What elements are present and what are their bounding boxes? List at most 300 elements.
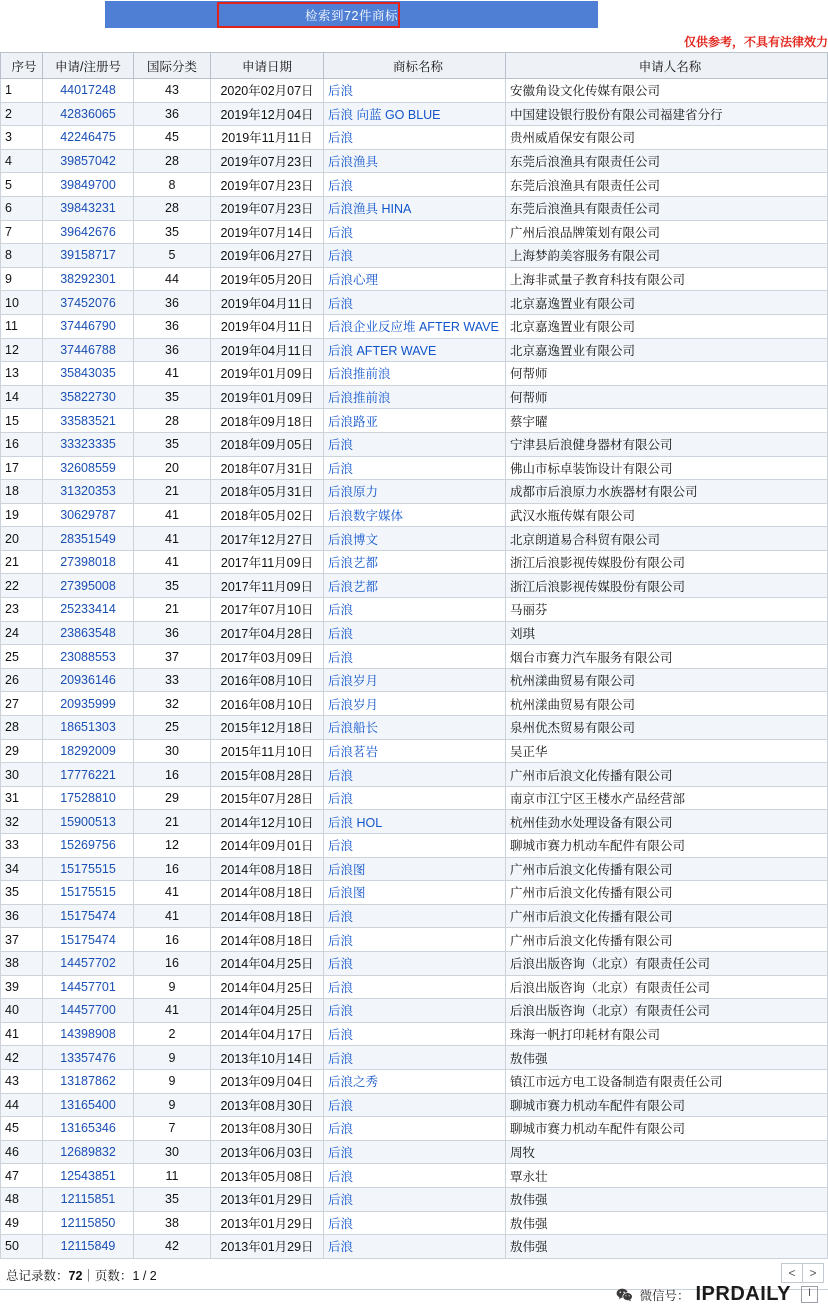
application-number-link[interactable]: 14457702 bbox=[60, 956, 116, 971]
cell-application-number[interactable] bbox=[43, 975, 134, 999]
application-number-link[interactable]: 39857042 bbox=[60, 154, 116, 169]
application-number-link[interactable]: 39843231 bbox=[60, 201, 116, 216]
application-number-link[interactable]: 15175515 bbox=[60, 885, 116, 900]
cell-application-number[interactable] bbox=[43, 173, 134, 197]
cell-applicant-name: 刘琪 bbox=[506, 621, 828, 645]
trademark-name-link[interactable]: 后浪渔具 HINA bbox=[328, 202, 412, 217]
application-number-link[interactable]: 12689832 bbox=[60, 1145, 116, 1160]
application-number-link[interactable]: 42836065 bbox=[60, 106, 116, 121]
table-row bbox=[1, 1022, 828, 1046]
table-row bbox=[1, 173, 828, 197]
cell-trademark-name[interactable] bbox=[324, 881, 506, 905]
application-number-link[interactable]: 25233414 bbox=[60, 602, 116, 617]
cell-application-number[interactable] bbox=[43, 645, 134, 669]
cell-application-number[interactable] bbox=[43, 550, 134, 574]
application-number-link[interactable]: 15269756 bbox=[60, 838, 116, 853]
cell-application-number[interactable] bbox=[43, 456, 134, 480]
cell-application-number[interactable] bbox=[43, 834, 134, 858]
cell-applicant-name: 成都市后浪原力水族器材有限公司 bbox=[506, 480, 828, 504]
application-number-link[interactable]: 33583521 bbox=[60, 413, 116, 428]
cell-trademark-name[interactable] bbox=[324, 598, 506, 622]
application-number-link[interactable]: 17528810 bbox=[60, 791, 116, 806]
cell-application-number[interactable] bbox=[43, 999, 134, 1023]
cell-index: 50 bbox=[1, 1235, 43, 1259]
cell-trademark-name[interactable] bbox=[324, 810, 506, 834]
cell-application-date: 2013年01月29日 bbox=[211, 1187, 324, 1211]
cell-trademark-name[interactable] bbox=[324, 291, 506, 315]
trademark-name-link[interactable]: 后浪 bbox=[328, 1169, 354, 1184]
cell-trademark-name[interactable] bbox=[324, 1187, 506, 1211]
trademark-name-link[interactable]: 后浪 bbox=[328, 957, 354, 972]
watermark-brand: IPRDAILY bbox=[695, 1283, 791, 1305]
trademark-name-link[interactable]: 后浪 bbox=[328, 438, 354, 453]
cell-application-number[interactable] bbox=[43, 739, 134, 763]
application-number-link[interactable]: 15175474 bbox=[60, 909, 116, 924]
cell-index: 4 bbox=[1, 149, 43, 173]
cell-application-number[interactable] bbox=[43, 1022, 134, 1046]
cell-applicant-name: 北京嘉逸置业有限公司 bbox=[506, 338, 828, 362]
trademark-name-link[interactable]: 后浪 bbox=[328, 650, 354, 665]
cell-application-number[interactable] bbox=[43, 1164, 134, 1188]
cell-application-number[interactable] bbox=[43, 1187, 134, 1211]
trademark-name-link[interactable]: 后浪 bbox=[328, 768, 354, 783]
cell-index: 36 bbox=[1, 904, 43, 928]
cell-application-number[interactable] bbox=[43, 338, 134, 362]
cell-index: 17 bbox=[1, 456, 43, 480]
cell-trademark-name[interactable] bbox=[324, 763, 506, 787]
cell-trademark-name[interactable] bbox=[324, 1069, 506, 1093]
cell-international-class: 16 bbox=[134, 928, 211, 952]
application-number-link[interactable]: 18651303 bbox=[60, 720, 116, 735]
table-row bbox=[1, 668, 828, 692]
cell-trademark-name[interactable] bbox=[324, 786, 506, 810]
cell-application-date: 2020年02月07日 bbox=[211, 79, 324, 103]
cell-trademark-name[interactable] bbox=[324, 503, 506, 527]
cell-trademark-name[interactable] bbox=[324, 739, 506, 763]
cell-trademark-name[interactable] bbox=[324, 621, 506, 645]
table-row bbox=[1, 550, 828, 574]
cell-trademark-name[interactable] bbox=[324, 1235, 506, 1259]
application-number-link[interactable]: 12115849 bbox=[60, 1239, 116, 1254]
application-number-link[interactable]: 17776221 bbox=[60, 767, 116, 782]
trademark-name-link[interactable]: 后浪艺都 bbox=[328, 556, 379, 571]
cell-international-class: 11 bbox=[134, 1164, 211, 1188]
trademark-name-link[interactable]: 后浪船长 bbox=[328, 721, 379, 736]
cell-applicant-name: 后浪出版咨询（北京）有限责任公司 bbox=[506, 975, 828, 999]
cell-trademark-name[interactable] bbox=[324, 1022, 506, 1046]
table-row bbox=[1, 196, 828, 220]
trademark-name-link[interactable]: 后浪 bbox=[328, 1193, 354, 1208]
trademark-name-link[interactable]: 后浪 bbox=[328, 626, 354, 641]
cell-application-date: 2014年08月18日 bbox=[211, 857, 324, 881]
cell-international-class: 9 bbox=[134, 1093, 211, 1117]
cell-applicant-name: 广州后浪品牌策划有限公司 bbox=[506, 220, 828, 244]
trademark-name-link[interactable]: 后浪图 bbox=[328, 862, 366, 877]
cell-trademark-name[interactable] bbox=[324, 904, 506, 928]
application-number-link[interactable]: 37446788 bbox=[60, 342, 116, 357]
trademark-name-link[interactable]: 后浪 bbox=[328, 461, 354, 476]
trademark-name-link[interactable]: 后浪之秀 bbox=[328, 1075, 379, 1090]
cell-application-number[interactable] bbox=[43, 480, 134, 504]
application-number-link[interactable]: 14457700 bbox=[60, 1003, 116, 1018]
trademark-name-link[interactable]: 后浪 bbox=[328, 792, 354, 807]
table-row bbox=[1, 1235, 828, 1259]
cell-trademark-name[interactable] bbox=[324, 196, 506, 220]
cell-trademark-name[interactable] bbox=[324, 220, 506, 244]
cell-application-number[interactable] bbox=[43, 763, 134, 787]
cell-trademark-name[interactable] bbox=[324, 527, 506, 551]
cell-trademark-name[interactable] bbox=[324, 480, 506, 504]
trademark-name-link[interactable]: 后浪 bbox=[328, 131, 354, 146]
cell-trademark-name[interactable] bbox=[324, 409, 506, 433]
trademark-name-link[interactable]: 后浪渔具 bbox=[328, 155, 379, 170]
application-number-link[interactable]: 27395008 bbox=[60, 578, 116, 593]
cell-application-number[interactable] bbox=[43, 385, 134, 409]
cell-application-date: 2018年09月18日 bbox=[211, 409, 324, 433]
cell-applicant-name: 南京市江宁区王楼水产品经营部 bbox=[506, 786, 828, 810]
application-number-link[interactable]: 15900513 bbox=[60, 814, 116, 829]
cell-application-date: 2017年11月09日 bbox=[211, 574, 324, 598]
cell-application-number[interactable] bbox=[43, 810, 134, 834]
cell-application-number[interactable] bbox=[43, 1235, 134, 1259]
cell-trademark-name[interactable] bbox=[324, 244, 506, 268]
cell-trademark-name[interactable] bbox=[324, 338, 506, 362]
table-row bbox=[1, 362, 828, 386]
cell-application-date: 2017年12月27日 bbox=[211, 527, 324, 551]
cell-international-class: 2 bbox=[134, 1022, 211, 1046]
application-number-link[interactable]: 28351549 bbox=[60, 531, 116, 546]
cell-application-number[interactable] bbox=[43, 951, 134, 975]
cell-application-number[interactable] bbox=[43, 1046, 134, 1070]
trademark-name-link[interactable]: 后浪企业反应堆 AFTER WAVE bbox=[328, 320, 499, 335]
cell-trademark-name[interactable] bbox=[324, 1211, 506, 1235]
table-row bbox=[1, 1187, 828, 1211]
cell-application-number[interactable] bbox=[43, 503, 134, 527]
trademark-name-link[interactable]: 后浪 bbox=[328, 980, 354, 995]
cell-application-number[interactable] bbox=[43, 1093, 134, 1117]
cell-trademark-name[interactable] bbox=[324, 951, 506, 975]
cell-applicant-name: 浙江后浪影视传媒股份有限公司 bbox=[506, 574, 828, 598]
cell-application-date: 2019年04月11日 bbox=[211, 338, 324, 362]
application-number-link[interactable]: 13165346 bbox=[60, 1121, 116, 1136]
trademark-name-link[interactable]: 后浪 bbox=[328, 910, 354, 925]
trademark-name-link[interactable]: 后浪推前浪 bbox=[328, 391, 391, 406]
cell-application-number[interactable] bbox=[43, 928, 134, 952]
cell-trademark-name[interactable] bbox=[324, 834, 506, 858]
trademark-name-link[interactable]: 后浪茗岩 bbox=[328, 744, 379, 759]
application-number-link[interactable]: 33323335 bbox=[60, 437, 116, 452]
prev-page-button[interactable]: < bbox=[781, 1263, 803, 1283]
cell-trademark-name[interactable] bbox=[324, 362, 506, 386]
cell-applicant-name: 聊城市赛力机动车配件有限公司 bbox=[506, 834, 828, 858]
cell-application-number[interactable] bbox=[43, 881, 134, 905]
cell-trademark-name[interactable] bbox=[324, 149, 506, 173]
application-number-link[interactable]: 42246475 bbox=[60, 130, 116, 145]
cell-applicant-name: 聊城市赛力机动车配件有限公司 bbox=[506, 1093, 828, 1117]
cell-application-date: 2015年11月10日 bbox=[211, 739, 324, 763]
cell-international-class: 35 bbox=[134, 220, 211, 244]
cell-international-class: 9 bbox=[134, 1046, 211, 1070]
cell-application-date: 2015年07月28日 bbox=[211, 786, 324, 810]
trademark-name-link[interactable]: 后浪 bbox=[328, 1122, 354, 1137]
table-row bbox=[1, 951, 828, 975]
total-label: 总记录数： bbox=[6, 1268, 69, 1283]
application-number-link[interactable]: 27398018 bbox=[60, 555, 116, 570]
table-row bbox=[1, 1046, 828, 1070]
cell-trademark-name[interactable] bbox=[324, 1117, 506, 1141]
cell-applicant-name: 武汉水瓶传媒有限公司 bbox=[506, 503, 828, 527]
trademark-name-link[interactable]: 后浪 HOL bbox=[328, 815, 383, 830]
table-row bbox=[1, 763, 828, 787]
cell-application-number[interactable] bbox=[43, 621, 134, 645]
cell-application-number[interactable] bbox=[43, 220, 134, 244]
cell-trademark-name[interactable] bbox=[324, 126, 506, 150]
cell-trademark-name[interactable] bbox=[324, 692, 506, 716]
cell-application-number[interactable] bbox=[43, 904, 134, 928]
cell-trademark-name[interactable] bbox=[324, 1046, 506, 1070]
application-number-link[interactable]: 14398908 bbox=[60, 1027, 116, 1042]
next-page-button[interactable]: > bbox=[802, 1263, 824, 1283]
cell-applicant-name: 中国建设银行股份有限公司福建省分行 bbox=[506, 102, 828, 126]
application-number-link[interactable]: 32608559 bbox=[60, 460, 116, 475]
trademark-name-link[interactable]: 后浪原力 bbox=[328, 485, 379, 500]
application-number-link[interactable]: 37452076 bbox=[60, 295, 116, 310]
application-number-link[interactable]: 37446790 bbox=[60, 319, 116, 334]
cell-international-class: 35 bbox=[134, 574, 211, 598]
cell-trademark-name[interactable] bbox=[324, 79, 506, 103]
cell-trademark-name[interactable] bbox=[324, 716, 506, 740]
cell-application-number[interactable] bbox=[43, 244, 134, 268]
trademark-name-link[interactable]: 后浪 bbox=[328, 225, 354, 240]
application-number-link[interactable]: 12115851 bbox=[60, 1192, 116, 1207]
trademark-name-link[interactable]: 后浪 bbox=[328, 933, 354, 948]
trademark-name-link[interactable]: 后浪 bbox=[328, 1028, 354, 1043]
cell-trademark-name[interactable] bbox=[324, 857, 506, 881]
trademark-name-link[interactable]: 后浪 bbox=[328, 296, 354, 311]
table-row bbox=[1, 102, 828, 126]
application-number-link[interactable]: 31320353 bbox=[60, 484, 116, 499]
cell-application-number[interactable] bbox=[43, 716, 134, 740]
pagination[interactable] bbox=[782, 1263, 824, 1283]
trademark-name-link[interactable]: 后浪 bbox=[328, 1051, 354, 1066]
cell-application-number[interactable] bbox=[43, 598, 134, 622]
cell-trademark-name[interactable] bbox=[324, 102, 506, 126]
application-number-link[interactable]: 30629787 bbox=[60, 507, 116, 522]
cell-trademark-name[interactable] bbox=[324, 385, 506, 409]
cell-application-number[interactable] bbox=[43, 362, 134, 386]
trademark-name-link[interactable]: 后浪 bbox=[328, 603, 354, 618]
banner-left-spacer bbox=[0, 0, 105, 30]
application-number-link[interactable]: 15175474 bbox=[60, 932, 116, 947]
total-value: 72 bbox=[68, 1268, 83, 1283]
cell-index: 41 bbox=[1, 1022, 43, 1046]
cell-trademark-name[interactable] bbox=[324, 173, 506, 197]
cell-trademark-name[interactable] bbox=[324, 1164, 506, 1188]
table-row bbox=[1, 645, 828, 669]
cell-application-number[interactable] bbox=[43, 1211, 134, 1235]
trademark-name-link[interactable]: 后浪博文 bbox=[328, 532, 379, 547]
trademark-name-link[interactable]: 后浪 bbox=[328, 1240, 354, 1255]
cell-applicant-name: 镇江市远方电工设备制造有限责任公司 bbox=[506, 1069, 828, 1093]
cell-index: 13 bbox=[1, 362, 43, 386]
trademark-name-link[interactable]: 后浪 bbox=[328, 1216, 354, 1231]
cell-trademark-name[interactable] bbox=[324, 432, 506, 456]
cell-trademark-name[interactable] bbox=[324, 1140, 506, 1164]
cell-trademark-name[interactable] bbox=[324, 928, 506, 952]
cell-application-number[interactable] bbox=[43, 1117, 134, 1141]
cell-application-date: 2019年01月09日 bbox=[211, 362, 324, 386]
application-number-link[interactable]: 15175515 bbox=[60, 861, 116, 876]
cell-application-number[interactable] bbox=[43, 1069, 134, 1093]
cell-application-number[interactable] bbox=[43, 314, 134, 338]
application-number-link[interactable]: 20935999 bbox=[60, 696, 116, 711]
header-application-number: 申请/注册号 bbox=[43, 53, 134, 79]
trademark-name-link[interactable]: 后浪数字媒体 bbox=[328, 508, 404, 523]
trademark-name-link[interactable]: 后浪 向蓝 GO BLUE bbox=[328, 107, 441, 122]
cell-international-class: 43 bbox=[134, 79, 211, 103]
cell-application-date: 2019年01月09日 bbox=[211, 385, 324, 409]
watermark-box: I bbox=[801, 1286, 818, 1303]
trademark-name-link[interactable]: 后浪艺都 bbox=[328, 579, 379, 594]
cell-index: 25 bbox=[1, 645, 43, 669]
application-number-link[interactable]: 12543851 bbox=[60, 1168, 116, 1183]
cell-international-class: 33 bbox=[134, 668, 211, 692]
trademark-name-link[interactable]: 后浪岁月 bbox=[328, 697, 379, 712]
application-number-link[interactable]: 38292301 bbox=[60, 272, 116, 287]
trademark-name-link[interactable]: 后浪 AFTER WAVE bbox=[328, 343, 437, 358]
application-number-link[interactable]: 35822730 bbox=[60, 390, 116, 405]
cell-application-date: 2017年04月28日 bbox=[211, 621, 324, 645]
cell-applicant-name: 上海梦韵美容服务有限公司 bbox=[506, 244, 828, 268]
cell-trademark-name[interactable] bbox=[324, 314, 506, 338]
table-row bbox=[1, 244, 828, 268]
cell-trademark-name[interactable] bbox=[324, 550, 506, 574]
cell-applicant-name: 北京朗道易合科贸有限公司 bbox=[506, 527, 828, 551]
table-row bbox=[1, 574, 828, 598]
application-number-link[interactable]: 39849700 bbox=[60, 177, 116, 192]
cell-trademark-name[interactable] bbox=[324, 668, 506, 692]
application-number-link[interactable]: 23863548 bbox=[60, 625, 116, 640]
cell-trademark-name[interactable] bbox=[324, 267, 506, 291]
trademark-name-link[interactable]: 后浪 bbox=[328, 249, 354, 264]
application-number-link[interactable]: 12115850 bbox=[60, 1215, 116, 1230]
cell-applicant-name: 何帮师 bbox=[506, 362, 828, 386]
cell-application-number[interactable] bbox=[43, 409, 134, 433]
cell-application-number[interactable] bbox=[43, 126, 134, 150]
cell-applicant-name: 东莞后浪渔具有限责任公司 bbox=[506, 149, 828, 173]
application-number-link[interactable]: 13357476 bbox=[60, 1050, 116, 1065]
cell-application-number[interactable] bbox=[43, 432, 134, 456]
cell-application-number[interactable] bbox=[43, 291, 134, 315]
application-number-link[interactable]: 13165400 bbox=[60, 1097, 116, 1112]
cell-applicant-name: 敖伟强 bbox=[506, 1187, 828, 1211]
cell-trademark-name[interactable] bbox=[324, 1093, 506, 1117]
cell-index: 39 bbox=[1, 975, 43, 999]
cell-trademark-name[interactable] bbox=[324, 975, 506, 999]
application-number-link[interactable]: 20936146 bbox=[60, 673, 116, 688]
trademark-name-link[interactable]: 后浪图 bbox=[328, 886, 366, 901]
cell-application-date: 2019年07月23日 bbox=[211, 196, 324, 220]
cell-applicant-name: 吴正华 bbox=[506, 739, 828, 763]
cell-trademark-name[interactable] bbox=[324, 999, 506, 1023]
cell-index: 33 bbox=[1, 834, 43, 858]
cell-index: 40 bbox=[1, 999, 43, 1023]
application-number-link[interactable]: 39158717 bbox=[60, 248, 116, 263]
cell-application-date: 2013年09月04日 bbox=[211, 1069, 324, 1093]
trademark-name-link[interactable]: 后浪岁月 bbox=[328, 674, 379, 689]
table-row bbox=[1, 385, 828, 409]
application-number-link[interactable]: 44017248 bbox=[60, 83, 116, 98]
cell-application-date: 2013年01月29日 bbox=[211, 1211, 324, 1235]
trademark-name-link[interactable]: 后浪心理 bbox=[328, 273, 379, 288]
cell-application-date: 2016年08月10日 bbox=[211, 668, 324, 692]
table-row bbox=[1, 1117, 828, 1141]
cell-index: 22 bbox=[1, 574, 43, 598]
table-row bbox=[1, 975, 828, 999]
cell-international-class: 35 bbox=[134, 432, 211, 456]
cell-international-class: 12 bbox=[134, 834, 211, 858]
cell-international-class: 16 bbox=[134, 763, 211, 787]
trademark-name-link[interactable]: 后浪 bbox=[328, 839, 354, 854]
cell-application-number[interactable] bbox=[43, 668, 134, 692]
application-number-link[interactable]: 14457701 bbox=[60, 979, 116, 994]
trademark-name-link[interactable]: 后浪 bbox=[328, 1004, 354, 1019]
cell-application-number[interactable] bbox=[43, 102, 134, 126]
cell-trademark-name[interactable] bbox=[324, 574, 506, 598]
table-body bbox=[1, 79, 828, 1259]
cell-applicant-name: 杭州漾曲贸易有限公司 bbox=[506, 692, 828, 716]
trademark-name-link[interactable]: 后浪 bbox=[328, 1146, 354, 1161]
cell-application-number[interactable] bbox=[43, 574, 134, 598]
record-summary bbox=[6, 1266, 157, 1284]
application-number-link[interactable]: 13187862 bbox=[60, 1074, 116, 1089]
cell-index: 20 bbox=[1, 527, 43, 551]
application-number-link[interactable]: 35843035 bbox=[60, 366, 116, 381]
application-number-link[interactable]: 23088553 bbox=[60, 649, 116, 664]
cell-application-number[interactable] bbox=[43, 527, 134, 551]
table-row bbox=[1, 79, 828, 103]
cell-international-class: 35 bbox=[134, 1187, 211, 1211]
cell-trademark-name[interactable] bbox=[324, 456, 506, 480]
cell-index: 14 bbox=[1, 385, 43, 409]
cell-application-number[interactable] bbox=[43, 149, 134, 173]
application-number-link[interactable]: 18292009 bbox=[60, 743, 116, 758]
cell-index: 35 bbox=[1, 881, 43, 905]
trademark-name-link[interactable]: 后浪 bbox=[328, 84, 354, 99]
header-international-class: 国际分类 bbox=[134, 53, 211, 79]
cell-application-number[interactable] bbox=[43, 267, 134, 291]
cell-applicant-name: 贵州威盾保安有限公司 bbox=[506, 126, 828, 150]
cell-international-class: 41 bbox=[134, 527, 211, 551]
cell-application-date: 2014年09月01日 bbox=[211, 834, 324, 858]
cell-international-class: 5 bbox=[134, 244, 211, 268]
cell-application-number[interactable] bbox=[43, 857, 134, 881]
cell-application-number[interactable] bbox=[43, 79, 134, 103]
cell-trademark-name[interactable] bbox=[324, 645, 506, 669]
cell-application-number[interactable] bbox=[43, 692, 134, 716]
trademark-name-link[interactable]: 后浪推前浪 bbox=[328, 367, 391, 382]
cell-international-class: 16 bbox=[134, 857, 211, 881]
application-number-link[interactable]: 39642676 bbox=[60, 224, 116, 239]
cell-application-number[interactable] bbox=[43, 1140, 134, 1164]
trademark-name-link[interactable]: 后浪路亚 bbox=[328, 414, 379, 429]
cell-application-number[interactable] bbox=[43, 786, 134, 810]
cell-applicant-name: 后浪出版咨询（北京）有限责任公司 bbox=[506, 999, 828, 1023]
trademark-name-link[interactable]: 后浪 bbox=[328, 178, 354, 193]
trademark-name-link[interactable]: 后浪 bbox=[328, 1098, 354, 1113]
cell-application-number[interactable] bbox=[43, 196, 134, 220]
cell-applicant-name: 北京嘉逸置业有限公司 bbox=[506, 291, 828, 315]
